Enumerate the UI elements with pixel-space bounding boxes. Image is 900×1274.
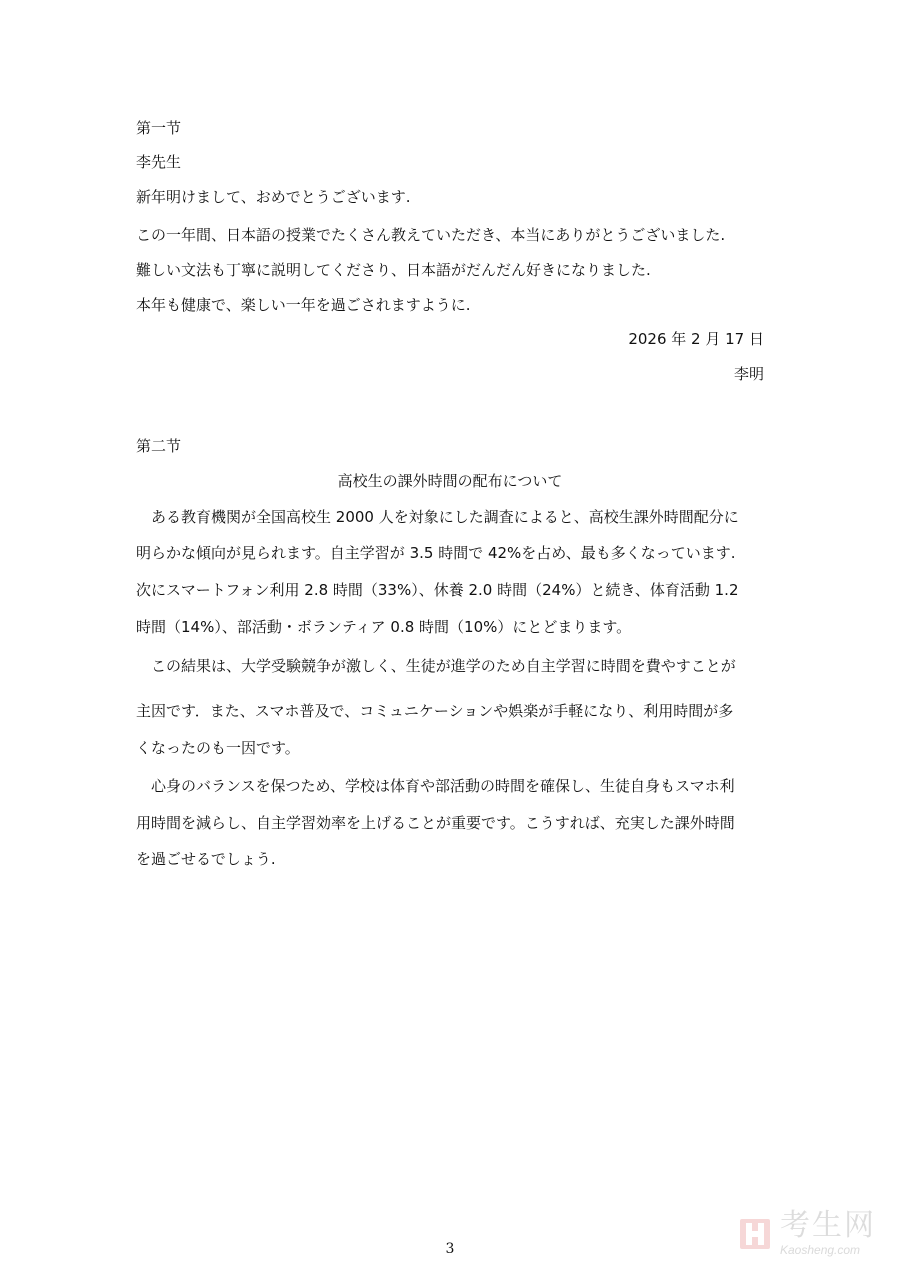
essay-line: 用時間を減らし、自主学習効率を上げることが重要です。こうすれば、充実した課外時間 bbox=[136, 814, 735, 832]
essay-line: この結果は、大学受験競争が激しく、生徒が進学のため自主学習に時間を費やすことが bbox=[136, 657, 736, 675]
essay-line: くなったのも一因です。 bbox=[136, 739, 300, 757]
section-2-heading: 第二节 bbox=[136, 437, 182, 455]
essay-line: 時間（14%）、部活動・ボランティア 0.8 時間（10%）にとどまります。 bbox=[136, 618, 632, 636]
page-number: 3 bbox=[445, 1241, 455, 1257]
essay-line: 明らかな傾向が見られます。自主学習が 3.5 時間で 42%を占め、最も多くなっています. bbox=[136, 544, 736, 562]
letter-line: この一年間、日本語の授業でたくさん教えていただき、本当にありがとうございました. bbox=[136, 226, 726, 244]
letter-line: 本年も健康で、楽しい一年を過ごされますように. bbox=[136, 296, 471, 314]
essay-line: 心身のバランスを保つため、学校は体育や部活動の時間を確保し、生徒自身もスマホ利 bbox=[136, 777, 735, 795]
site-logo-icon bbox=[738, 1217, 772, 1251]
watermark-url: Kaosheng.com bbox=[780, 1243, 861, 1257]
essay-line: を過ごせるでしょう. bbox=[136, 850, 276, 868]
section-1-heading: 第一节 bbox=[136, 119, 182, 137]
watermark bbox=[738, 1208, 876, 1257]
essay-line: ある教育機関が全国高校生 2000 人を対象にした調査によると、高校生課外時間配分に bbox=[136, 508, 739, 526]
letter-addressee: 李先生 bbox=[136, 153, 182, 171]
essay-line: 主因です．また、スマホ普及で、コミュニケーションや娯楽が手軽になり、利用時間が多 bbox=[136, 702, 734, 720]
watermark-site-name: 考生网 bbox=[780, 1208, 876, 1243]
letter-signature: 李明 bbox=[733, 365, 764, 383]
letter-date: 2026 年 2 月 17 日 bbox=[628, 330, 764, 348]
essay-title: 高校生の課外時間の配布について bbox=[337, 472, 563, 490]
letter-line: 難しい文法も丁寧に説明してくださり、日本語がだんだん好きになりました. bbox=[136, 261, 651, 279]
letter-line: 新年明けまして、おめでとうございます. bbox=[136, 188, 411, 206]
essay-line: 次にスマートフォン利用 2.8 時間（33%）、休養 2.0 時間（24%）と続き、体育活動 1.2 bbox=[136, 581, 739, 599]
